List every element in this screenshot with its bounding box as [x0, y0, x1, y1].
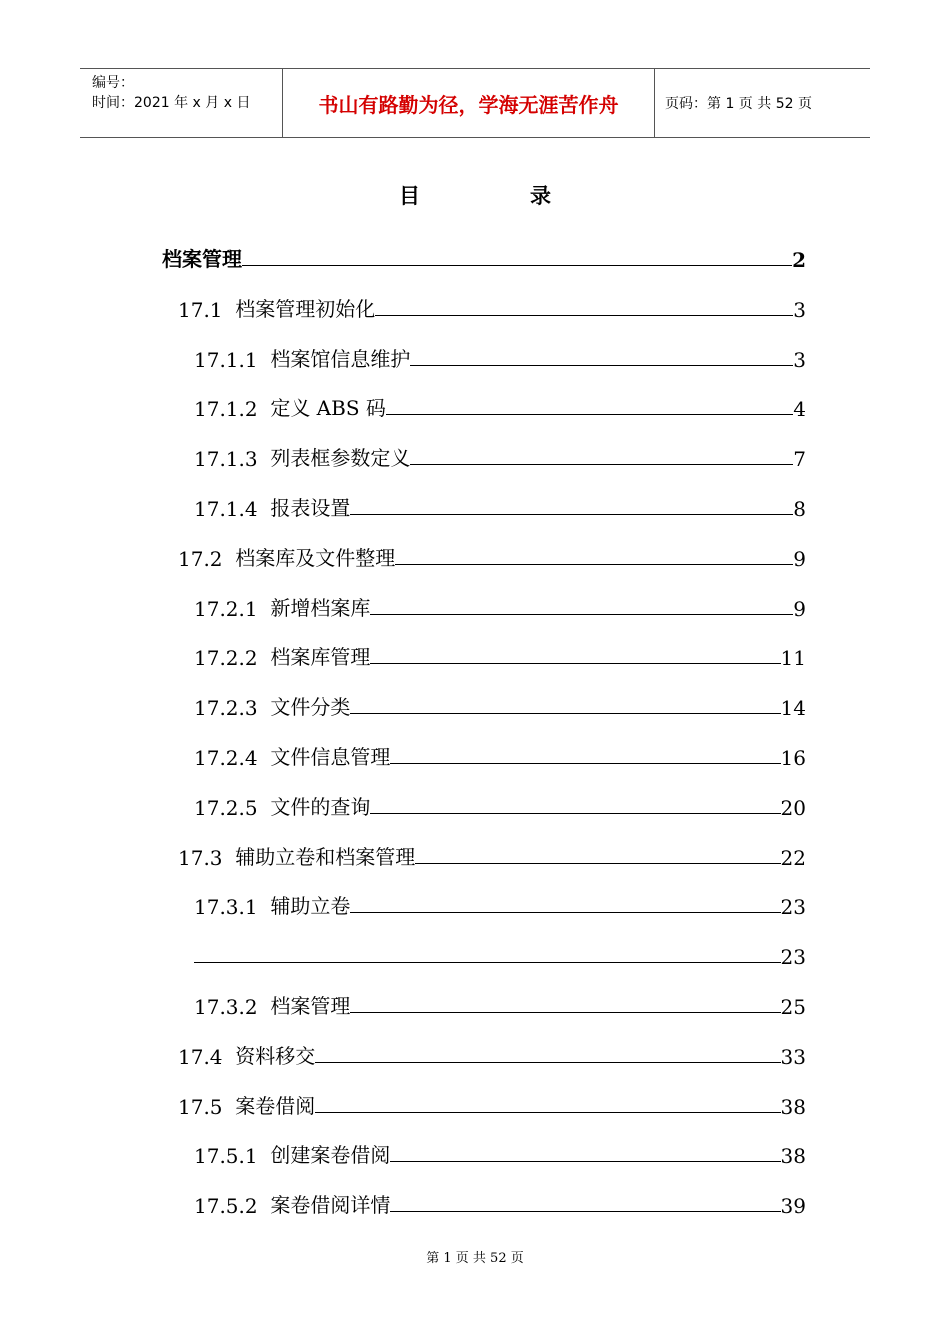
toc-entry[interactable]	[162, 232, 806, 272]
toc-entry-number: 17.2.5	[194, 795, 271, 820]
toc-leader-line	[390, 762, 780, 764]
toc-entry-page: 9	[793, 596, 806, 621]
toc-entry-page: 22	[780, 845, 806, 870]
toc-entry-number: 17.1.1	[194, 347, 271, 372]
toc-entry[interactable]	[178, 1079, 806, 1119]
date-label: 时间：2021 年 x 月 x 日	[92, 95, 251, 111]
toc-title-char-2: 录	[530, 183, 551, 208]
toc-leader-line	[370, 662, 780, 664]
toc-leader-line	[410, 463, 793, 465]
toc-entry-number: 17.2	[178, 546, 236, 571]
toc-entry-page: 33	[780, 1044, 806, 1069]
toc-leader-line	[350, 911, 780, 913]
toc-entry[interactable]	[194, 581, 806, 621]
toc-entry[interactable]	[178, 1029, 806, 1069]
toc-entry-page: 39	[780, 1194, 806, 1219]
page-header	[80, 68, 870, 138]
toc-entry[interactable]	[194, 730, 806, 770]
toc-leader-line	[386, 413, 793, 415]
toc-entry-label: 定义 ABS 码	[270, 396, 386, 421]
toc-entry[interactable]	[178, 282, 806, 322]
toc-entry-page: 4	[793, 397, 806, 422]
toc-entry-label: 资料移交	[235, 1043, 316, 1068]
toc-entry[interactable]	[178, 531, 806, 571]
toc-entry-page: 8	[793, 497, 806, 521]
toc-entry-page: 38	[780, 1144, 806, 1169]
toc-entry-number: 17.5.2	[194, 1194, 271, 1219]
toc-entry-label: 文件信息管理	[270, 745, 391, 769]
toc-entry-page: 3	[793, 297, 806, 322]
toc-entry-page: 14	[780, 696, 806, 721]
toc-entry-label: 档案管理	[270, 994, 351, 1018]
toc-entry-label: 案卷借阅	[235, 1093, 316, 1118]
toc-leader-line	[350, 712, 780, 714]
toc-entry-page: 38	[780, 1094, 806, 1119]
toc-entry-number: 17.2.2	[194, 646, 271, 671]
toc-entry-number: 17.5.1	[194, 1144, 271, 1169]
toc-title-char-1: 目	[399, 183, 420, 208]
toc-entry-number: 17.3	[178, 845, 236, 870]
toc-leader-line	[350, 1011, 780, 1013]
toc-entry-page: 2	[792, 248, 806, 272]
toc-leader-line	[395, 563, 793, 565]
toc-entry-label: 文件分类	[270, 695, 351, 720]
toc-entry[interactable]	[194, 1178, 806, 1218]
toc-entry-label: 档案库及文件整理	[235, 545, 396, 570]
page-footer: 第 1 页 共 52 页	[426, 1251, 524, 1266]
toc-leader-line	[194, 961, 781, 963]
toc-leader-line	[315, 1111, 780, 1113]
header-page-info: 页码：第 1 页 共 52 页	[665, 96, 812, 112]
toc-leader-line	[350, 513, 793, 515]
toc-entry-number: 17.5	[178, 1094, 236, 1119]
toc-entry-page: 16	[780, 746, 806, 770]
toc-leader-line	[410, 364, 793, 366]
toc-leader-line	[390, 1160, 780, 1162]
toc-entry-number: 17.1.2	[194, 397, 271, 422]
toc-leader-line	[242, 264, 792, 266]
header-meta	[80, 69, 282, 137]
toc-entry[interactable]	[194, 630, 806, 670]
toc-entry-number: 17.3.1	[194, 895, 271, 920]
toc-entry-number: 17.1.4	[194, 497, 271, 521]
toc-entry-number: 17.1.3	[194, 447, 271, 472]
number-label: 编号：	[92, 75, 134, 91]
toc-leader-line	[370, 812, 780, 814]
toc-entry-number: 17.3.2	[194, 995, 271, 1019]
toc-entry[interactable]	[194, 979, 806, 1019]
toc-entry-label: 文件的查询	[270, 794, 371, 819]
toc-entry-label: 档案库管理	[270, 645, 371, 670]
toc-leader-line	[390, 1210, 780, 1212]
toc-entry-page: 23	[780, 945, 806, 970]
toc-entry-label: 报表设置	[270, 496, 351, 520]
toc-entry-label: 新增档案库	[270, 595, 371, 620]
toc-entry-page: 25	[780, 995, 806, 1019]
toc-entry[interactable]	[194, 332, 806, 372]
toc-entry-page: 23	[780, 895, 806, 920]
toc-entry[interactable]	[194, 381, 806, 421]
toc-entry[interactable]	[194, 1128, 806, 1168]
toc-entry-label: 辅助立卷	[270, 894, 351, 919]
toc-entry-page: 3	[793, 347, 806, 372]
toc-entry[interactable]	[194, 780, 806, 820]
toc-entry-number: 17.2.4	[194, 746, 271, 770]
toc-entry-number: 17.4	[178, 1044, 236, 1069]
toc-leader-line	[315, 1061, 780, 1063]
toc-entry[interactable]	[194, 879, 806, 919]
toc-entry-label: 案卷借阅详情	[270, 1193, 391, 1218]
toc-entry[interactable]	[194, 431, 806, 471]
toc-entry-page: 11	[780, 646, 806, 671]
toc-entry[interactable]	[194, 481, 806, 521]
toc-entry-label: 档案馆信息维护	[270, 346, 411, 371]
toc-entry-number: 17.2.1	[194, 596, 271, 621]
toc-entry-label: 列表框参数定义	[270, 446, 411, 471]
toc-entry[interactable]	[194, 929, 806, 969]
header-motto: 书山有路勤为径，学海无涯苦作舟	[282, 69, 655, 137]
toc-entry-page: 20	[780, 795, 806, 820]
toc-entry-page: 9	[793, 546, 806, 571]
toc-leader-line	[375, 314, 793, 316]
toc-entry[interactable]	[178, 830, 806, 870]
toc-entry-number: 17.1	[178, 297, 236, 322]
toc-entry-label: 档案管理初始化	[235, 296, 376, 321]
toc-entry-label: 档案管理	[162, 247, 242, 271]
toc-title	[0, 180, 950, 210]
toc-entry-page: 7	[793, 447, 806, 472]
toc-entry-label: 创建案卷借阅	[270, 1143, 391, 1168]
toc-entry-label: 辅助立卷和档案管理	[235, 844, 416, 869]
toc-leader-line	[415, 862, 780, 864]
toc-leader-line	[370, 613, 793, 615]
toc-entry-number: 17.2.3	[194, 696, 271, 721]
toc-entry[interactable]	[194, 680, 806, 720]
